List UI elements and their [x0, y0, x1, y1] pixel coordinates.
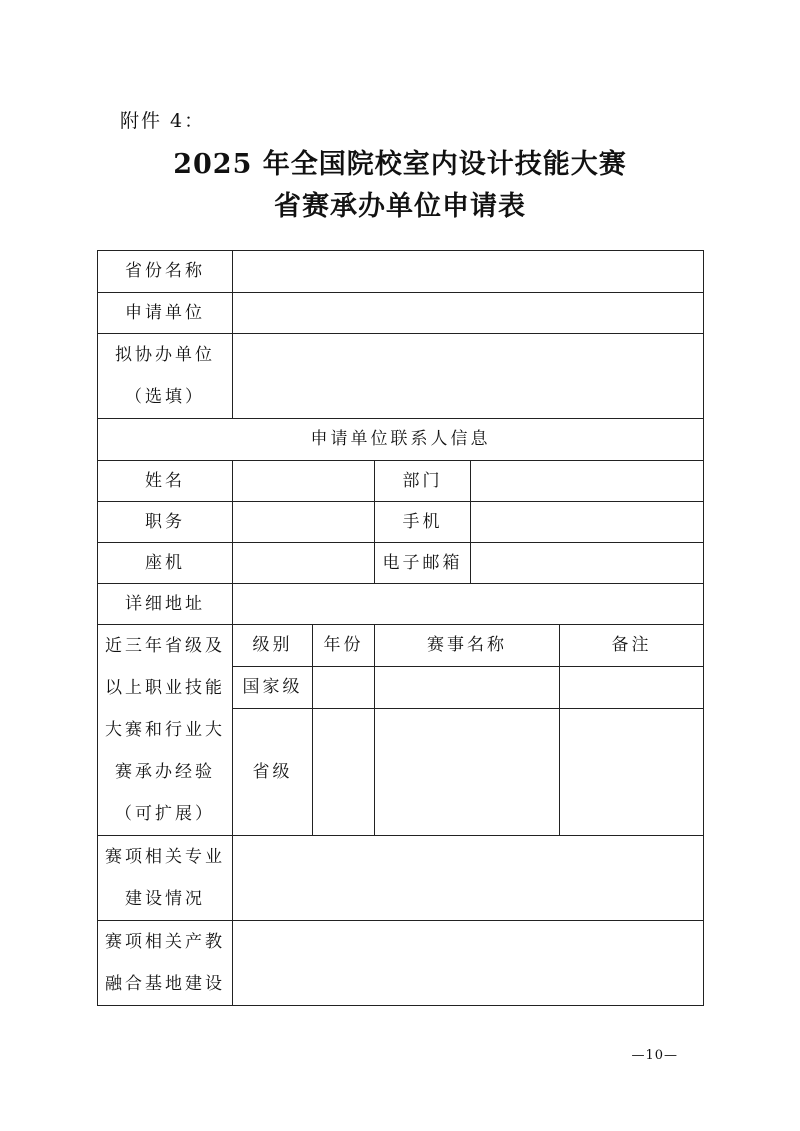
national-note-cell[interactable]	[560, 666, 704, 709]
document-title: 2025 年全国院校室内设计技能大赛	[173, 149, 627, 180]
province-row	[98, 251, 704, 293]
name-value-cell[interactable]	[233, 461, 375, 502]
application-form-table	[97, 250, 704, 1006]
integration-base-label-line2: 融合基地建设	[105, 974, 225, 994]
note-column-header: 备注	[560, 625, 704, 667]
provincial-year-cell[interactable]	[313, 709, 375, 836]
co-organizer-row	[98, 334, 704, 419]
landline-label: 座机	[98, 543, 233, 584]
provincial-level-label: 省级	[233, 709, 313, 836]
address-row	[98, 584, 704, 625]
email-value-cell[interactable]	[471, 543, 704, 584]
major-construction-row	[98, 836, 704, 921]
major-construction-label	[98, 836, 233, 921]
landline-value-cell[interactable]	[233, 543, 375, 584]
applicant-unit-label: 申请单位	[98, 293, 233, 334]
co-organizer-value-cell[interactable]	[233, 334, 704, 419]
province-name-label: 省份名称	[98, 251, 233, 293]
integration-base-row	[98, 921, 704, 1006]
experience-label	[98, 625, 233, 836]
mobile-value-cell[interactable]	[471, 502, 704, 543]
landline-email-row	[98, 543, 704, 584]
national-year-cell[interactable]	[313, 666, 375, 709]
co-organizer-label-line2: （选填）	[125, 387, 205, 407]
attachment-label: 附件 4：	[120, 110, 206, 132]
applicant-unit-value-cell[interactable]	[233, 293, 704, 334]
contact-section-heading: 申请单位联系人信息	[98, 419, 704, 461]
major-construction-label-line2: 建设情况	[125, 889, 205, 909]
experience-header-row	[98, 625, 704, 667]
co-organizer-label-line1: 拟协办单位	[115, 345, 215, 365]
document-subtitle: 省赛承办单位申请表	[274, 191, 526, 222]
experience-label-line2: 以上职业技能	[105, 678, 225, 698]
integration-base-value-cell[interactable]	[233, 921, 704, 1006]
event-name-column-header: 赛事名称	[375, 625, 560, 667]
email-label: 电子邮箱	[375, 543, 471, 584]
address-label: 详细地址	[98, 584, 233, 625]
year-column-header: 年份	[313, 625, 375, 667]
position-label: 职务	[98, 502, 233, 543]
position-value-cell[interactable]	[233, 502, 375, 543]
provincial-note-cell[interactable]	[560, 709, 704, 836]
experience-label-line5: （可扩展）	[115, 804, 215, 824]
experience-label-line1: 近三年省级及	[105, 636, 225, 656]
address-value-cell[interactable]	[233, 584, 704, 625]
department-label: 部门	[375, 461, 471, 502]
page-number: —10—	[631, 1048, 678, 1063]
name-label: 姓名	[98, 461, 233, 502]
position-mobile-row	[98, 502, 704, 543]
mobile-label: 手机	[375, 502, 471, 543]
major-construction-value-cell[interactable]	[233, 836, 704, 921]
name-department-row	[98, 461, 704, 502]
province-name-value-cell[interactable]	[233, 251, 704, 293]
integration-base-label-line1: 赛项相关产教	[105, 932, 225, 952]
major-construction-label-line1: 赛项相关专业	[105, 847, 225, 867]
integration-base-label	[98, 921, 233, 1006]
national-level-label: 国家级	[233, 666, 313, 709]
applicant-row	[98, 293, 704, 334]
level-column-header: 级别	[233, 625, 313, 667]
co-organizer-label	[98, 334, 233, 419]
contact-section-row	[98, 419, 704, 461]
experience-label-line3: 大赛和行业大	[105, 720, 225, 740]
department-value-cell[interactable]	[471, 461, 704, 502]
experience-label-line4: 赛承办经验	[115, 762, 215, 782]
national-event-cell[interactable]	[375, 666, 560, 709]
provincial-event-cell[interactable]	[375, 709, 560, 836]
